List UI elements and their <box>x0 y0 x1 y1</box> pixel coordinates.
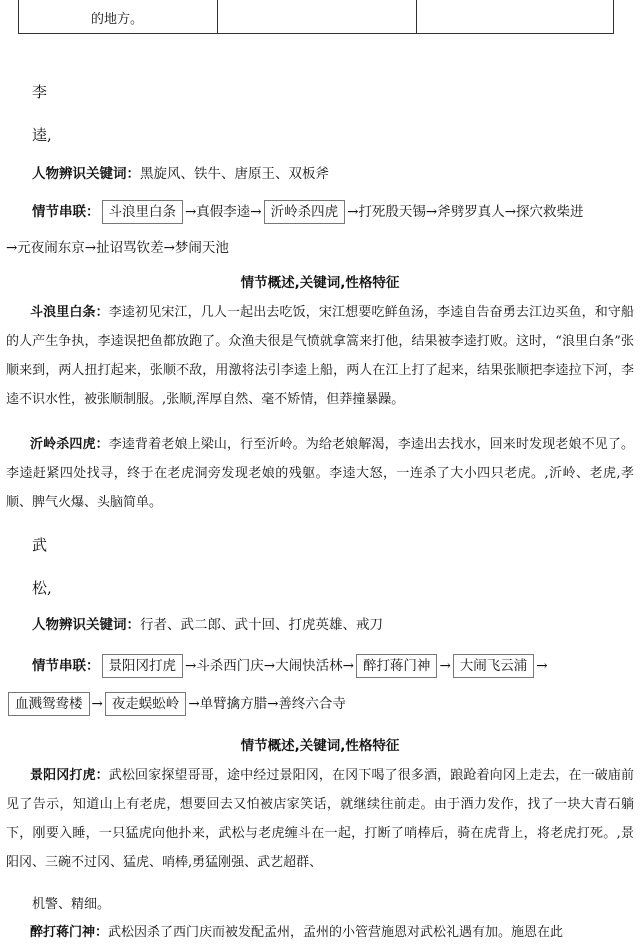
plot-lead: 醉打蒋门神： <box>30 925 109 940</box>
section-title: 情节概述,关键词,性格特征 <box>240 738 400 754</box>
table-cell <box>217 0 417 33</box>
keywords-line <box>32 613 383 633</box>
plot-box: 沂岭杀四虎 <box>264 200 346 224</box>
plot-box: 大闹飞云浦 <box>453 654 535 678</box>
plot-lead: 沂岭杀四虎： <box>30 437 109 452</box>
plot-paragraph <box>6 430 634 517</box>
table-cell <box>19 0 218 33</box>
plot-lead: 斗浪里白条： <box>30 305 109 320</box>
plot-chain-text: → <box>91 696 103 712</box>
plot-chain-text: → <box>439 658 451 674</box>
keywords-label: 人物辨识关键词： <box>32 166 140 182</box>
section-title: 情节概述,关键词,性格特征 <box>240 275 400 291</box>
plot-text: 李逵初见宋江，几人一起出去吃饭，宋江想要吃鲜鱼汤，李逵自告奋勇去江边买鱼，和守船的人产生争执，李逵误把鱼都放跑了。众渔夫很是气愤就拿篙来打他，结果被李逵打败。这时，“浪里白条”张顺来到，两人扭打起来，张顺不敌，用激将法引李逵上船，两人在江上打了起来，结果张顺把李逵拉下河，李逵不识水性，被张顺制服。,张顺,浑厚自然、毫不矫情，但莽撞暴躁。 <box>6 305 634 407</box>
plot-text: 武松因杀了西门庆而被发配孟州，孟州的小管营施恩对武松礼遇有加。施恩在此 <box>108 925 564 940</box>
table-cell-text: 的地方。 <box>91 12 144 27</box>
plot-text-tail: 机警、精细。 <box>32 897 111 912</box>
plot-chain-line1 <box>32 654 548 678</box>
table-fragment <box>18 0 614 34</box>
plot-box: 景阳冈打虎 <box>102 654 184 678</box>
plot-chain-line2: →元夜闹东京→扯诏骂钦差→梦闹天池 <box>6 240 229 256</box>
plot-box: 斗浪里白条 <box>102 200 184 224</box>
plot-lead: 景阳冈打虎： <box>30 768 109 783</box>
plot-chain-text: →真假李逵→ <box>185 204 262 220</box>
plot-box: 醉打蒋门神 <box>356 654 438 678</box>
character-name-line1: 武 <box>32 536 48 554</box>
plot-paragraph <box>6 918 634 947</box>
plot-paragraph <box>6 761 634 877</box>
plot-chain-text: →单臂擒方腊→善终六合寺 <box>188 696 346 712</box>
plot-paragraph <box>6 298 634 414</box>
plot-chain-text: →斗杀西门庆→大闹快活林→ <box>185 658 354 674</box>
plot-text: 李逵背着老娘上梁山，行至沂岭。为给老娘解渴，李逵出去找水，回来时发现老娘不见了。李逵赶紧四处找寻，终于在老虎洞旁发现老娘的残躯。李逵大怒，一连杀了大小四只老虎。,沂岭、老虎,孝顺、脾气火爆、头脑简单。 <box>6 437 634 510</box>
plot-chain-text: →打死殷天锡→斧劈罗真人→探穴救柴进 <box>347 204 584 220</box>
plot-text: 武松回家探望哥哥，途中经过景阳冈，在冈下喝了很多酒，踉跄着向冈上走去，在一破庙前见了告示，知道山上有老虎，想要回去又怕被店家笑话，就继续往前走。由于酒力发作，找了一块大青石躺下，刚要入睡，一只猛虎向他扑来，武松与老虎缠斗在一起，打断了哨棒后，骑在虎背上，将老虎打死。,景阳冈、三碗不过冈、猛虎、哨棒,勇猛刚强、武艺超群、 <box>6 768 634 870</box>
plot-chain-line1 <box>32 200 584 224</box>
keywords-text: 黑旋风、铁牛、唐原王、双板斧 <box>140 166 329 182</box>
plot-chain-line2 <box>6 692 346 716</box>
keywords-line <box>32 162 329 182</box>
character-name-line2: 逵, <box>32 126 52 144</box>
character-name-line1: 李 <box>32 83 48 101</box>
plot-box: 夜走蜈蚣岭 <box>105 692 187 716</box>
keywords-text: 行者、武二郎、武十回、打虎英雄、戒刀 <box>140 617 383 633</box>
plot-box: 血溅鸳鸯楼 <box>8 692 90 716</box>
character-name-line2: 松, <box>32 579 52 597</box>
plot-chain-text: → <box>536 658 548 674</box>
keywords-label: 人物辨识关键词： <box>32 617 140 633</box>
plot-chain-label: 情节串联： <box>32 204 100 220</box>
plot-chain-label: 情节串联： <box>32 658 100 674</box>
